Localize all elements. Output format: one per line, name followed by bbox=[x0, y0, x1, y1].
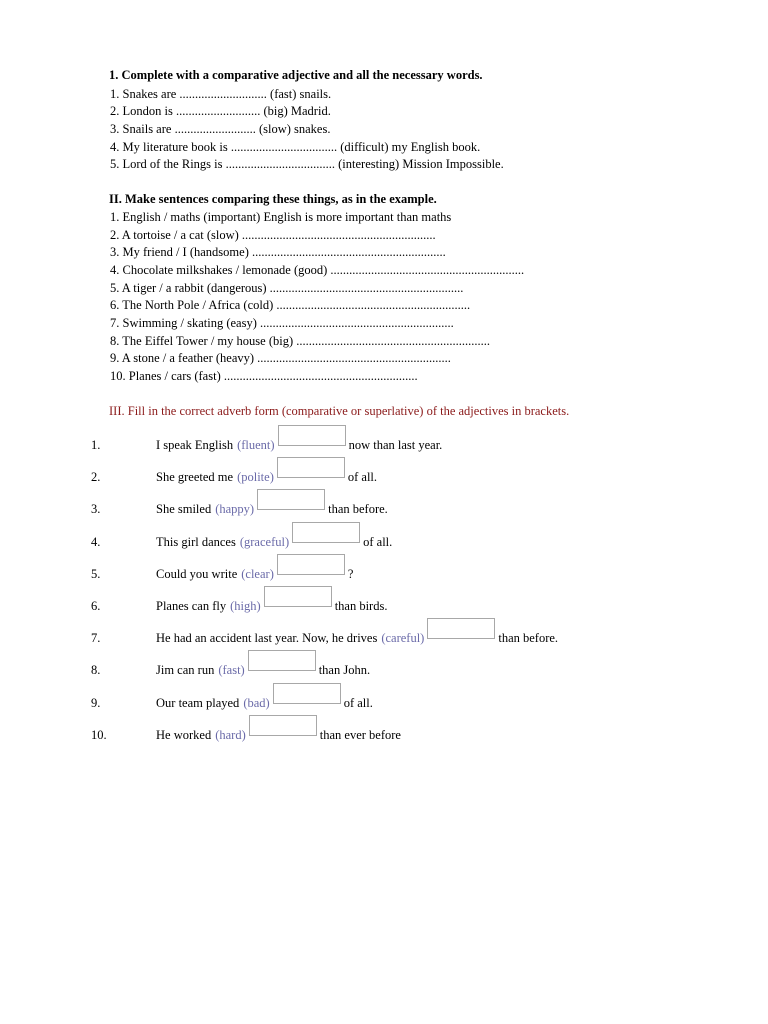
adjective-hint: (clear) bbox=[241, 567, 274, 581]
section-1-item: 4. My literature book is .................................. (difficult) my English book. bbox=[110, 140, 481, 154]
sentence-after: now than last year. bbox=[348, 438, 443, 452]
sentence-after: than John. bbox=[318, 663, 371, 677]
answer-input-box[interactable] bbox=[249, 715, 317, 736]
exercise-number: 10. bbox=[91, 728, 107, 742]
answer-input-box[interactable] bbox=[273, 683, 341, 704]
section-2-item: 3. My friend / I (handsome) .............................................................. bbox=[110, 245, 446, 259]
sentence-after: than before. bbox=[328, 502, 388, 516]
exercise-row bbox=[0, 489, 768, 521]
section-3-title: III. Fill in the correct adverb form (comparative or superlative) of the adjectives in brackets. bbox=[109, 404, 570, 418]
section-2-title: II. Make sentences comparing these things, as in the example. bbox=[109, 192, 437, 206]
exercise-number: 3. bbox=[91, 502, 101, 516]
sentence-before: I speak English bbox=[156, 438, 234, 452]
section-1-item: 2. London is ........................... (big) Madrid. bbox=[110, 104, 331, 118]
adjective-hint: (bad) bbox=[243, 696, 270, 710]
exercise-sentence bbox=[156, 663, 370, 678]
section-1-item: 3. Snails are .......................... (slow) snakes. bbox=[110, 122, 331, 136]
sentence-after: of all. bbox=[363, 535, 393, 549]
exercise-sentence bbox=[156, 696, 373, 711]
section-2-item: 7. Swimming / skating (easy) .............................................................. bbox=[110, 316, 454, 330]
answer-input-box[interactable] bbox=[278, 425, 346, 446]
exercise-row bbox=[0, 457, 768, 489]
exercise-sentence bbox=[156, 438, 442, 453]
exercise-sentence bbox=[156, 599, 387, 614]
section-2-item: 4. Chocolate milkshakes / lemonade (good) .............................................................. bbox=[110, 263, 525, 277]
sentence-before: Our team played bbox=[156, 696, 240, 710]
adjective-hint: (fluent) bbox=[237, 438, 275, 452]
adjective-hint: (happy) bbox=[215, 502, 255, 516]
exercise-sentence bbox=[156, 502, 388, 517]
section-1-title: 1. Complete with a comparative adjective and all the necessary words. bbox=[109, 68, 483, 82]
adjective-hint: (hard) bbox=[215, 728, 246, 742]
answer-input-box[interactable] bbox=[427, 618, 495, 639]
sentence-after: of all. bbox=[347, 470, 378, 484]
sentence-after: of all. bbox=[343, 696, 373, 710]
section-2-item: 1. English / maths (important) English is more important than maths bbox=[110, 210, 452, 224]
exercise-number: 4. bbox=[91, 535, 101, 549]
exercise-number: 6. bbox=[91, 599, 101, 613]
adjective-hint: (graceful) bbox=[239, 535, 290, 549]
section-2-item: 5. A tiger / a rabbit (dangerous) .............................................................. bbox=[110, 281, 464, 295]
exercise-number: 1. bbox=[91, 438, 101, 452]
sentence-before: Planes can fly bbox=[156, 599, 227, 613]
sentence-before: She greeted me bbox=[156, 470, 234, 484]
exercise-sentence bbox=[156, 631, 558, 646]
answer-input-box[interactable] bbox=[257, 489, 325, 510]
exercise-sentence bbox=[156, 728, 401, 743]
section-1-item: 5. Lord of the Rings is ................................... (interesting) Mission Impossible. bbox=[110, 157, 504, 171]
sentence-before: This girl dances bbox=[156, 535, 236, 549]
exercise-sentence bbox=[156, 567, 353, 582]
sentence-before: He worked bbox=[156, 728, 212, 742]
section-1-item: 1. Snakes are ............................ (fast) snails. bbox=[110, 87, 332, 101]
exercise-row bbox=[0, 554, 768, 586]
adjective-hint: (polite) bbox=[237, 470, 274, 484]
answer-input-box[interactable] bbox=[277, 457, 345, 478]
section-2-item: 2. A tortoise / a cat (slow) .............................................................. bbox=[110, 228, 436, 242]
exercise-row bbox=[0, 425, 768, 457]
exercise-number: 5. bbox=[91, 567, 101, 581]
exercise-sentence bbox=[156, 535, 392, 550]
exercise-row bbox=[0, 522, 768, 554]
exercise-row bbox=[0, 683, 768, 715]
sentence-after: ? bbox=[347, 567, 354, 581]
sentence-before: She smiled bbox=[156, 502, 212, 516]
adjective-hint: (fast) bbox=[218, 663, 245, 677]
sentence-after: than before. bbox=[498, 631, 559, 645]
exercise-number: 7. bbox=[91, 631, 101, 645]
section-2-item: 9. A stone / a feather (heavy) .............................................................. bbox=[110, 351, 451, 365]
section-2-item: 8. The Eiffel Tower / my house (big) .............................................................. bbox=[110, 334, 490, 348]
adjective-hint: (careful) bbox=[381, 631, 425, 645]
exercise-row bbox=[0, 586, 768, 618]
sentence-before: He had an accident last year. Now, he drives bbox=[156, 631, 378, 645]
sentence-before: Jim can run bbox=[156, 663, 215, 677]
exercise-number: 2. bbox=[91, 470, 101, 484]
sentence-after: than birds. bbox=[334, 599, 388, 613]
section-2-item: 10. Planes / cars (fast) .............................................................. bbox=[110, 369, 418, 383]
answer-input-box[interactable] bbox=[277, 554, 345, 575]
answer-input-box[interactable] bbox=[264, 586, 332, 607]
sentence-after: than ever before bbox=[319, 728, 401, 742]
exercise-row bbox=[0, 618, 768, 650]
exercise-number: 8. bbox=[91, 663, 101, 677]
answer-input-box[interactable] bbox=[248, 650, 316, 671]
exercise-row bbox=[0, 715, 768, 747]
exercise-number: 9. bbox=[91, 696, 101, 710]
adjective-hint: (high) bbox=[230, 599, 261, 613]
answer-input-box[interactable] bbox=[292, 522, 360, 543]
exercise-sentence bbox=[156, 470, 377, 485]
exercise-row bbox=[0, 650, 768, 682]
section-2-item: 6. The North Pole / Africa (cold) .............................................................. bbox=[110, 298, 471, 312]
sentence-before: Could you write bbox=[156, 567, 238, 581]
